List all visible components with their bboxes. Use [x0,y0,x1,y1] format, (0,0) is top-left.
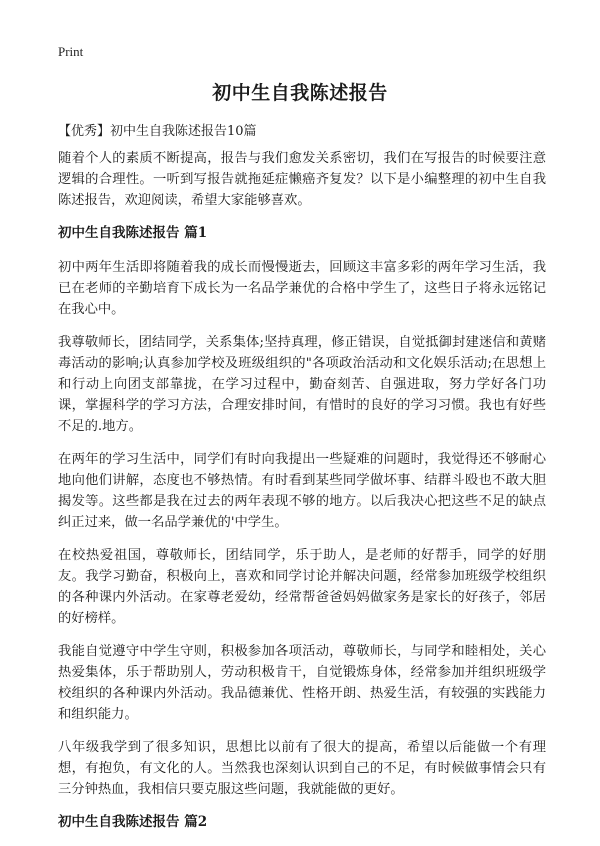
body-paragraph: 八年级我学到了很多知识，思想比以前有了很大的提高，希望以后能做一个有理想，有抱负，有文化的人。当然我也深刻认识到自己的不足，有时候做事情会只有三分钟热血，我相信只要克服这些问题，我就能做的更好。 [58,740,546,797]
section-heading: 初中生自我陈述报告 篇1 [58,225,208,241]
document-subtitle: 【优秀】初中生自我陈述报告10篇 [58,124,257,139]
document-title: 初中生自我陈述报告 [212,82,388,104]
body-paragraph: 初中两年生活即将随着我的成长而慢慢逝去，回顾这丰富多彩的两年学习生活，我已在老师的辛勤培育下成长为一名品学兼优的合格中学生了，这些日子将永远铭记在我心中。 [58,260,546,317]
print-link[interactable]: Print [58,44,84,59]
body-paragraph: 我尊敬师长，团结同学，关系集体;坚持真理，修正错误，自觉抵御封建迷信和黄赌毒活动的影响;认真参加学校及班级组织的"各项政治活动和文化娱乐活动;在思想上和行动上向团支部靠拢，在学习过程中，勤奋刻苦、自强进取，努力学好各门功课，掌握科学的学习方法，合理安排时间，有惜时的良好的学习习惯。我也有好些不足的.地方。 [58,335,546,434]
body-paragraph: 在校热爱祖国，尊敬师长，团结同学，乐于助人，是老师的好帮手，同学的好朋友。我学习勤奋，积极向上，喜欢和同学讨论并解决问题，经常参加班级学校组织的各种课内外活动。在家尊老爱幼，经常帮爸爸妈妈做家务是家长的好孩子，邻居的好榜样。 [58,548,546,626]
body-paragraph: 在两年的学习生活中，同学们有时向我提出一些疑难的问题时，我觉得还不够耐心地向他们讲解，态度也不够热情。有时看到某些同学做坏事、结群斗殴也不敢大胆揭发等。这些都是我在过去的两年表现不够的地方。以后我决心把这些不足的缺点纠正过来，做一名品学兼优的'中学生。 [58,452,546,530]
section-2 [58,812,546,832]
body-paragraph: 我能自觉遵守中学生守则，积极参加各项活动，尊敬师长，与同学和睦相处，关心热爱集体，乐于帮助别人，劳动积极肯干，自觉锻炼身体，经常参加并组织班级学校组织的各种课内外活动。我品德兼优、性格开朗、热爱生活，有较强的实践能力和组织能力。 [58,644,546,722]
intro-paragraph: 随着个人的素质不断提高，报告与我们愈发关系密切，我们在写报告的时候要注意逻辑的合理性。一听到写报告就拖延症懒癌齐复发？以下是小编整理的初中生自我陈述报告，欢迎阅读，希望大家能够喜欢。 [58,151,546,208]
section-heading: 初中生自我陈述报告 篇2 [58,814,208,830]
section-1 [58,223,546,800]
document-body [58,148,546,846]
